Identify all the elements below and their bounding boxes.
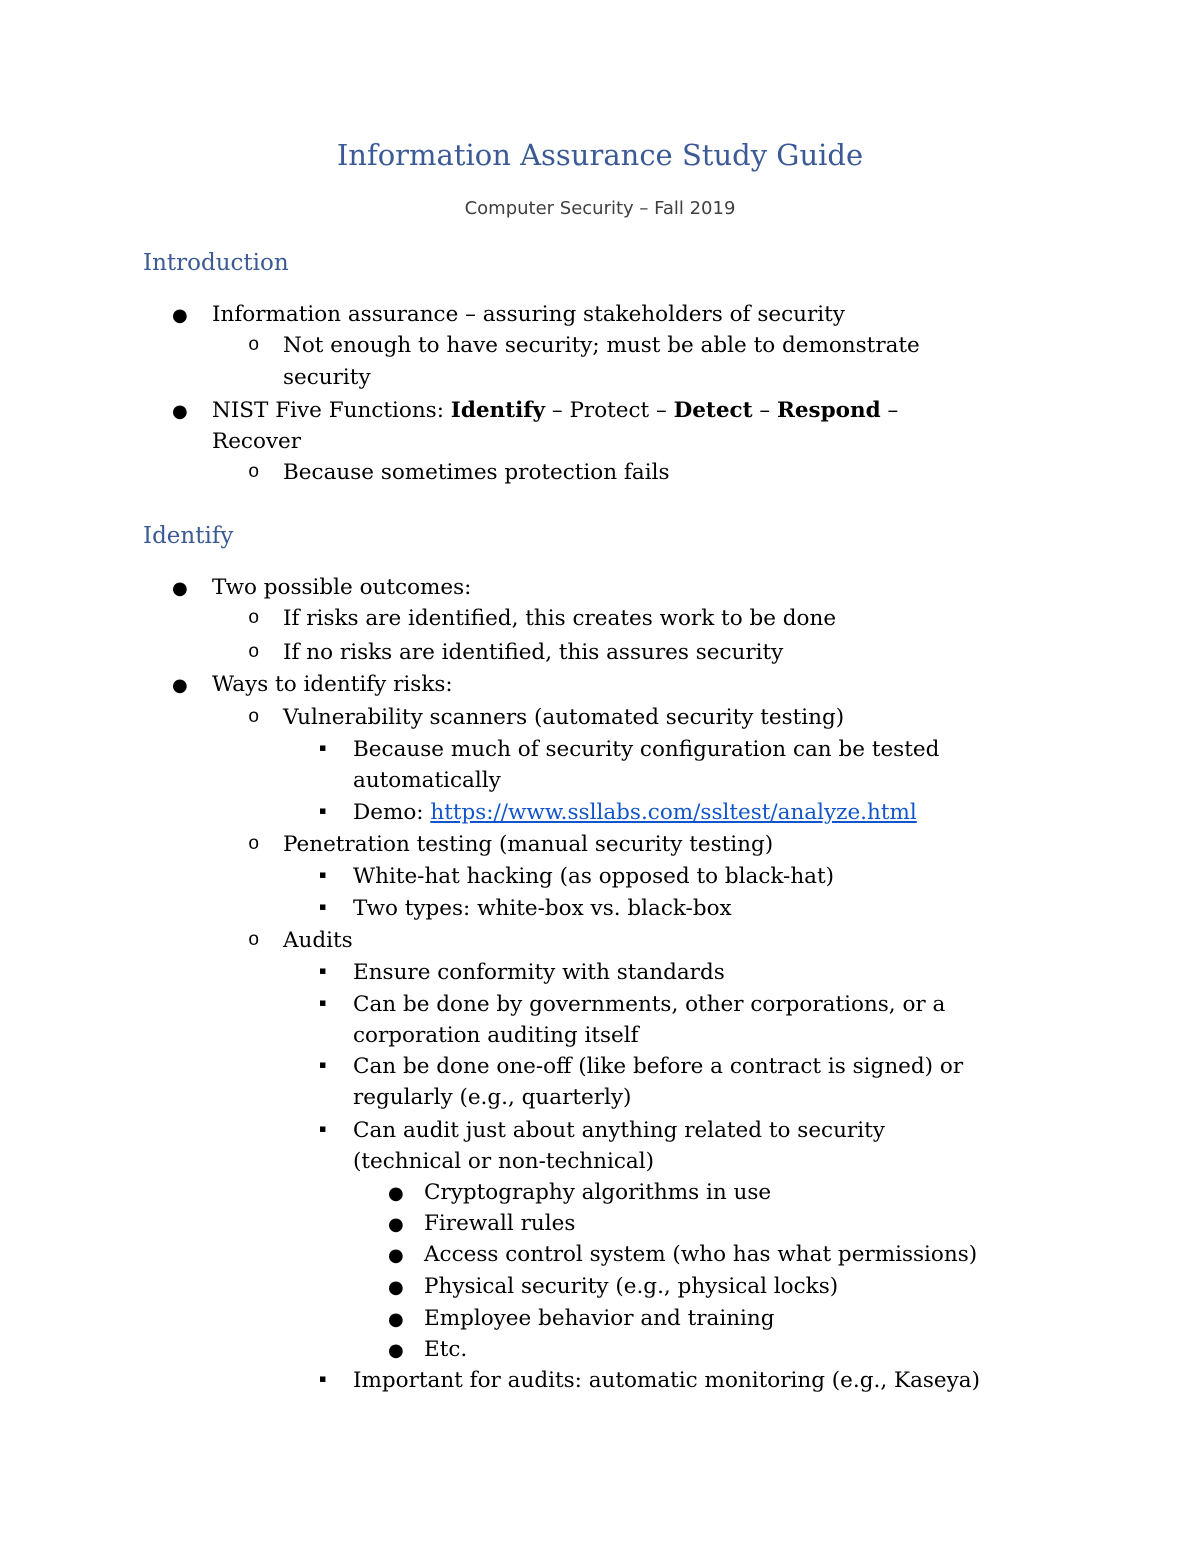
bullet-icon: ▪ (319, 804, 327, 817)
bullet-icon: ● (388, 1183, 404, 1204)
list-item: Two types: white-box vs. black-box (353, 896, 732, 921)
nist-detect: Detect (673, 398, 753, 423)
nist-separator: – (752, 398, 777, 423)
heading-identify: Identify (143, 523, 234, 549)
ssllabs-link[interactable]: https://www.ssllabs.com/ssltest/analyze.html (430, 800, 917, 825)
list-item: Can be done by governments, other corporations, or a (353, 992, 946, 1017)
bullet-icon: ▪ (319, 996, 327, 1009)
list-item-demo (353, 799, 917, 827)
bullet-icon: ● (388, 1340, 404, 1361)
bullet-icon: o (248, 334, 260, 356)
nist-respond: Respond (777, 398, 881, 423)
list-item-continuation: (technical or non-technical) (353, 1149, 654, 1174)
list-item: Not enough to have security; must be able to demonstrate (283, 333, 920, 358)
list-item-continuation: security (283, 365, 371, 390)
bullet-icon: ▪ (319, 741, 327, 754)
list-item: If no risks are identified, this assures security (283, 640, 784, 665)
bullet-icon: ● (172, 401, 188, 422)
bullet-icon: ● (388, 1309, 404, 1330)
bullet-icon: ● (172, 305, 188, 326)
list-item: Because sometimes protection fails (283, 460, 670, 485)
list-item: Ways to identify risks: (212, 672, 453, 697)
list-item-continuation: regularly (e.g., quarterly) (353, 1085, 632, 1110)
list-item-continuation: automatically (353, 768, 501, 793)
list-item: Vulnerability scanners (automated security testing) (283, 705, 845, 730)
bullet-icon: o (248, 833, 260, 855)
bullet-icon: ▪ (319, 900, 327, 913)
list-item: Penetration testing (manual security testing) (283, 832, 774, 857)
nist-protect: – Protect – (545, 398, 674, 423)
list-item: Two possible outcomes: (212, 575, 472, 600)
bullet-icon: ▪ (319, 868, 327, 881)
list-item: Physical security (e.g., physical locks) (424, 1274, 839, 1299)
list-item: Audits (283, 928, 353, 953)
bullet-icon: ● (388, 1214, 404, 1235)
bullet-icon: ● (388, 1245, 404, 1266)
demo-label: Demo: (353, 800, 431, 825)
list-item: Can audit just about anything related to security (353, 1118, 885, 1143)
nist-prefix: NIST Five Functions: (212, 398, 451, 423)
bullet-icon: ● (172, 578, 188, 599)
list-item: Ensure conformity with standards (353, 960, 725, 985)
list-item: White-hat hacking (as opposed to black-hat) (353, 864, 835, 889)
list-item: If risks are identified, this creates work to be done (283, 606, 837, 631)
list-item: Important for audits: automatic monitoring (e.g., Kaseya) (353, 1368, 980, 1393)
list-item: Employee behavior and training (424, 1306, 775, 1331)
list-item: Etc. (424, 1337, 468, 1362)
bullet-icon: ▪ (319, 1058, 327, 1071)
document-title: Information Assurance Study Guide (336, 138, 864, 172)
bullet-icon: ▪ (319, 1122, 327, 1135)
list-item: Because much of security configuration can be tested (353, 737, 940, 762)
bullet-icon: ▪ (319, 1372, 327, 1385)
list-item: Information assurance – assuring stakeholders of security (212, 302, 845, 327)
nist-separator: – (880, 398, 899, 423)
bullet-icon: o (248, 607, 260, 629)
list-item-continuation: Recover (212, 429, 302, 454)
list-item: Cryptography algorithms in use (424, 1180, 772, 1205)
bullet-icon: ● (172, 675, 188, 696)
bullet-icon: o (248, 929, 260, 951)
list-item: Access control system (who has what permissions) (424, 1242, 978, 1267)
bullet-icon: o (248, 461, 260, 483)
bullet-icon: ● (388, 1277, 404, 1298)
heading-introduction: Introduction (143, 250, 289, 276)
bullet-icon: o (248, 641, 260, 663)
bullet-icon: o (248, 706, 260, 728)
list-item-nist (212, 397, 898, 425)
bullet-icon: ▪ (319, 964, 327, 977)
list-item-continuation: corporation auditing itself (353, 1023, 639, 1048)
nist-identify: Identify (450, 398, 546, 423)
list-item: Can be done one-off (like before a contract is signed) or (353, 1054, 964, 1079)
list-item: Firewall rules (424, 1211, 576, 1236)
document-subtitle: Computer Security – Fall 2019 (464, 198, 736, 219)
